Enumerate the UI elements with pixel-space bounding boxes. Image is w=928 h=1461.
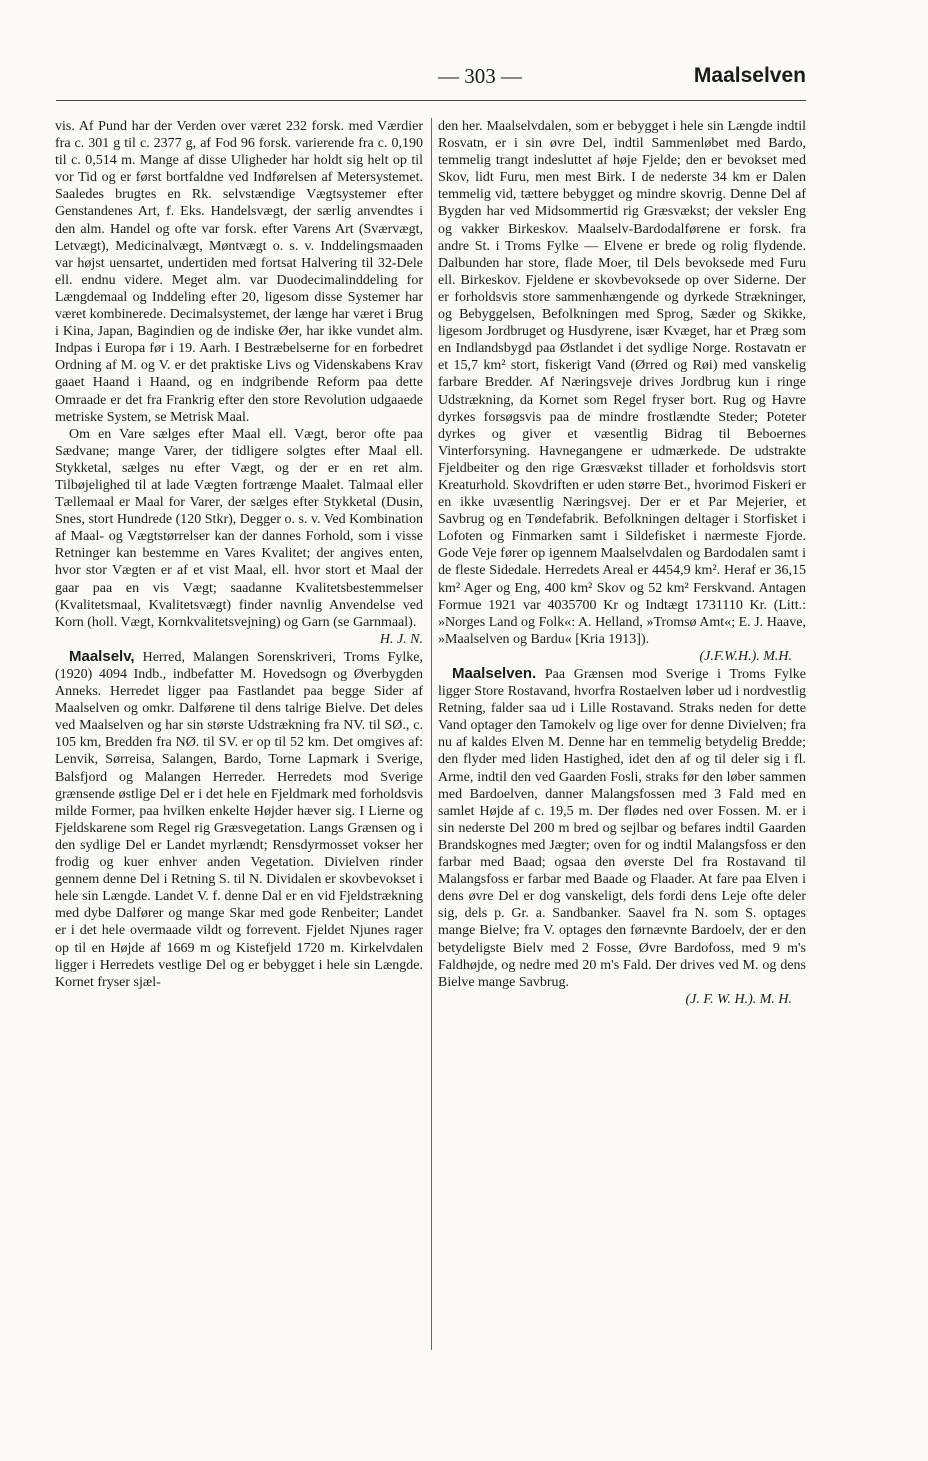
left-column xyxy=(55,118,423,991)
running-head: Maalselven xyxy=(693,64,806,87)
author-signature: (J.F.W.H.). M.H. xyxy=(699,648,792,664)
paragraph: den her. Maalselvdalen, som er bebygget i hele sin Længde indtil Rosvatn, er i sin øvre Del, indtil Sammenløbet med Bardo, temmelig trangt indesluttet af høje Fjelde; den er bevokset med Skov, lidt Furu, men mest Birk. I de nederste 34 km er Dalen temmelig vid, tættere bebygget og mindre skovrig. Denne Del af Bygden har ved Midsommertid rig Græsvækst; der veksler Eng og vakker Birkeskov. Maalselv-Bardodalførene er forsk. fra andre St. i Troms Fylke — Elvene er brede og rolig flydende. Dalbunden har store, flade Moer, til Dels bevoksede med Furu ell. Birkeskov. Fjeldene er skovbevoksede op over Siderne. Der er forholdsvis store sammenhængende og dyrkede Strækninger, og Bebyggelsen, Befolkningen med Sprog, Sæder og Skikke, ligesom Jordbruget og Husdyrene, især Kvæget, har et Præg som en Indlandsbygd paa Østlandet i det sydlige Norge. Rostavatn er et 15,7 km² stort, fiskerigt Vand (Ørred og Røi) med vanskelig farbare Bredder. Af Næringsveje drives Jordbrug kun i ringe Udstrækning, da Kornet som Regel fryser bort. Rug og Havre dyrkes forsøgsvis paa de mindre frostlændte Steder; Poteter dyrkes og giver et væsentlig Bidrag til Beboernes Vinterforsyning. Havnegangene er udmærkede. De udstrakte Fjeldbeiter og den rige Græsvækst tillader et forholdsvis stort Kreaturhold. Skovdriften er uden større Bet., hvorimod Fiskeri er en ikke uvæsentlig Næringsvej. Der er et Par Mejerier, et Savbrug og en Tøndefabrik. Befolkningen deltager i Storfisket i Lofoten og Finmarken samt i Sildefisket i nærmeste Fjorde. Gode Veje fører op igennem Maalselvdalen og Bardodalen samt i de fleste Sidedale. Herredets Areal er 4454,9 km². Heraf er 36,15 km² Ager og Eng, 400 km² Skov og 52 km² Ferskvand. Antagen Formue 1921 var 4035700 Kr og Indtægt 1731110 Kr. (Litt.: »Norges Land og Folk«: A. Helland, »Tromsø Amt«; E. J. Haave, »Maalselven og Bardu« [Kria 1913]). xyxy=(438,119,806,647)
entry-text: Herred, Malangen Sorenskriveri, Troms Fylke, (1920) 4094 Indb., indbefatter M. Hovedsogn og Øverbygden Anneks. Herredet ligger paa Fastlandet paa begge Sider af Maalselven og omkr. Dalførene til dens talrige Bielve. Det deles ved Maalselven og har sin største Udstrækning fra NV. til SØ., c. 105 km, Bredden fra NØ. til SV. er op til 52 km. Det omgives af: Lenvik, Sørreisa, Salangen, Bardo, Torne Lapmark i Sverige, Balsfjord og Malangen Herreder. Herredets mod Sverige grænsende østlige Del er i det hele en Fjeldmark med forholdsvis milde Former, paa hvilken enkelte Højder hæver sig. I Lierne og Fjeldskarene som Regel rig Græsvegetation. Langs Grænsen og i den sydlige Del er Landet myrlændt; Rensdyrmosset vokser her frodig og kuer enhver anden Vegetation. Divielven rinder gennem denne Del i Retning S. til N. Dividalen er skovbevokset i hele sin Længde. Landet V. f. denne Dal er en vid Fjeldstrækning med dybe Dalfører og mange Skar med gode Renbeiter; Landet er i det hele overmaade vildt og forrevent. Fjeldet Njunes rager op til en Højde af 1669 m og Kistefjeld 1720 m. Kirkelvdalen ligger i Herredets vestlige Del og er bebygget i hele sin Længde. Kornet fryser sjæl- xyxy=(55,649,423,990)
author-signature: (J. F. W. H.). M. H. xyxy=(685,991,792,1007)
headword: Maalselven. xyxy=(452,665,537,682)
paragraph: vis. Af Pund har der Verden over været 232 forsk. med Værdier fra c. 301 g til c. 2377 g, af Fod 96 forsk. varierende fra c. 0,190 til c. 0,514 m. Mange af disse Uligheder har holdt sig helt op til vor Tid og er først bortfaldne ved Indførelsen af Metersystemet. Saaledes brugtes en Rk. selvstændige Vægtsystemer efter Genstandenes Art, f. Eks. Handelsvægt, der særlig anvendtes i den alm. Handel og ofte var forsk. efter Varens Art (Sværvægt, Letvægt), Medicinalvægt, Møntvægt o. s. v. Inddelingsmaaden var højst uensartet, undertiden med fortsat Halvering til 32-Dele ell. endnu videre. Meget alm. var Duodecimalinddeling for Længdemaal og Inddeling efter 20, ligesom disse Systemer har været kombinerede. Decimalsystemet, der længe har været i Brug i Kina, Japan, Bagindien og de indiske Øer, har ikke vundet alm. Indpas i Europa før i 19. Aarh. I Bestræbelserne for en forbedret Ordning af M. og V. er det praktiske Livs og Videnskabens Krav gaaet Haand i Haand, og en indgribende Reform paa dette Omraade er det fra Frankrig efter den store Revolution udgaaede metriske System, se Metrisk Maal. xyxy=(55,119,423,425)
entry-maalselven xyxy=(438,665,806,991)
header-rule xyxy=(56,100,806,101)
entry-text: Paa Grænsen mod Sverige i Troms Fylke ligger Store Rostavand, hvorfra Rostaelven løber ud i nordvestlig Retning, falder saa ud i Lille Rostavand. Straks neden for dette Vand optager den Tamokelv og lige over for denne Divielven; fra nu af kaldes Elven M. Denne har en temmelig betydelig Bredde; den flyder med liden Hastighed, idet den af og til deler sig i fl. Arme, indtil den ved Gaarden Fosli, straks før den løber sammen med Bardoelven, danner Malangsfossen med 3 Fald med en samlet Højde af c. 19,5 m. Der flødes ned over Fossen. M. er i sin nederste Del 200 m bred og sejlbar og befares indtil Gaarden Brandskognes med Jægter; oven for og indtil Malangsfoss er den farbar med Baad; ogsaa den øverste Del fra Rostavand til Malangsfoss er farbar med Baade og Flaader. At fare paa Elven i dens øvre Del er dog vanskeligt, dels fordi dens Leje ofte deler sig, dels p. Gr. a. Sandbanker. Saavel fra N. som S. optages mange Bielve; fra V. optages den førnævnte Bardoelv, der er den betydeligste Bielv med 2 Fosse, Øvre Bardofoss, med 9 m's Faldhøjde, og nedre med 20 m's Fald. Der drives ved M. og dens Bielve mange Savbrug. xyxy=(438,667,806,990)
page-header xyxy=(54,64,806,94)
right-column xyxy=(438,118,806,1008)
paragraph: Om en Vare sælges efter Maal ell. Vægt, beror ofte paa Sædvane; mange Varer, der tidligere solgtes efter Maal ell. Stykketal, sælges nu efter Vægt, og der er en ret alm. Tilbøjelighed til at lade Vægten fortrænge Maalet. Talmaal eller Tællemaal er Maal for Varer, der sælges efter Stykketal (Dusin, Snes, stort Hundrede (120 Stkr), Degger o. s. v. Ved Kombination af Maal- og Vægtstørrelser kan der dannes Forhold, som i visse Retninger kan bestemme en Vares Kvalitet; der angives enten, hvor stor Vægten er af et vist Maal, ell. hvor stort et Maal der gaar paa en vis Vægt; saadanne Kvalitetsbestemmelser (Kvalitetsmaal, Kvalitetsvægt) finder navnlig Anvendelse ved Korn (holl. Vægt, Kornkvalitetsvejning) og Garn (se Garnmaal). xyxy=(55,426,423,630)
column-divider xyxy=(431,118,432,1350)
page-number: — 303 — xyxy=(438,64,522,88)
entry-maalselv xyxy=(55,648,423,991)
author-signature: H. J. N. xyxy=(379,631,423,647)
headword: Maalselv, xyxy=(69,647,135,665)
